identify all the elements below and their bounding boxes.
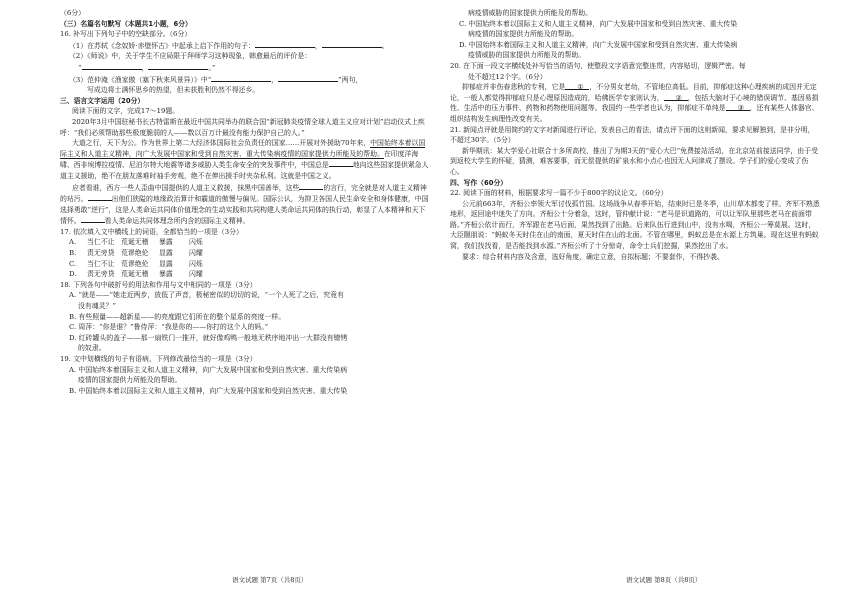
left-column [60,8,430,568]
q16-item-2-blanks: “ ， 。” [78,63,216,72]
page-footer-right: 语文试题 第8页（共8页） [626,576,702,584]
answer-blank[interactable] [299,182,323,190]
q19-option-b-cont: 病疫情威胁的国家提供力所能及的帮助。 [468,9,593,17]
q19-option-b[interactable]: B. 中国始终本着以国际主义和人道主义精神，向广大发展中国家和受到自然灾害、重大传染 [69,386,348,395]
answer-blank[interactable] [82,62,142,70]
answer-blank-1[interactable]: ① [565,82,589,90]
question-20: 20. 在下面一段文字横线处补写恰当的语句，使整段文字语意完整连贯，内容贴切，逻辑严密。每 [450,61,746,70]
q19-option-a-cont: 疫情的国家提供力所能及的帮助。 [78,376,182,385]
section-heading-language: 三、语言文字运用（20分） [60,96,145,105]
question-20-cont: 处不超过12个字。（6分） [468,72,547,81]
q19-option-d-cont: 疫情威胁的国家提供力所能及的帮助。 [468,51,586,60]
q17-option-a[interactable]: A. 当仁不让 荒诞无稽 暴露 闪烁 [69,238,203,247]
question-19: 19. 文中划横线的句子有语病，下列修改最恰当的一项是（3分） [60,355,257,363]
q19-option-c[interactable]: C. 中国始终本着以国际主义和人道主义精神，向广大发展中国家和受到自然灾害、重大传染 [459,19,738,28]
question-21: 21. 新闻点评就是用简约的文字对新闻进行评论，发表自己的看法，请点评下面的这则新闻，要求见解独到，是非分明，不超过30字。（5分） [450,125,815,145]
q18-option-b[interactable]: B. 有些照量——超新星——的亮度跟它们所在的整个星系的亮度一样。 [69,312,286,321]
passage-paragraph-3: 应者看谁，西方一些人歪曲中国提供的人道主义救援，抹黑中国善举，这些 的言行，完全就是对人道主义精神的玷污。 出他们狭隘的地缘政治算计和霸道的傲慢与偏见。国际公认，为抑卫各国人民生命安全和身体健康，中国选择勇敢“逆行”，这是人类命运共同体价值理念的生动实践和共同构建人类命运共同体的执行动，彰显了人本精神和天下情怀。 看人类命运共同体理念所内含的国际主义精神。 [60,183,429,226]
q18-option-d-cont: 的奴隶。 [78,344,106,353]
answer-blank[interactable] [81,215,105,223]
answer-blank[interactable] [148,62,208,70]
answer-blank[interactable] [322,40,382,48]
q18-option-d[interactable]: D. 红砖罐头的盖子——那一扇铁门一推开，就好像鸡鸭一般地无秩序地冲出一大群没有镣铐 [69,333,348,342]
reading-instruction: 阅读下面的文字，完成17～19题。 [72,107,180,116]
right-column [450,8,820,568]
score-note: （6分） [60,9,86,17]
answer-blank-3[interactable]: ③ [726,103,750,111]
q17-option-b[interactable]: B. 责无旁贷 荒谬绝伦 显露 闪耀 [69,249,203,258]
q20-passage: 抑郁症并非伤春悲秋的专利，它是 ① ，不分男女老幼，不管地位高低。目前，抑郁症这种心理疾病的成因并无定论，一般人都觉得抑郁症只是心理原因造成的，哈佛医学专家则认为， ② ，包括大脑对于心境的错误调节、基因易损性、生活中的压力事件、药物和药物使用问题等。我国约一些学者也认为，抑郁症不单纯是 ③ ，还有某些人体器官、组织结构发生病理性改变有关。 [450,83,819,123]
section-heading-writing: 四、写作（60分） [450,178,508,187]
question-16: 16. 补写出下列句子中的空缺部分。（6分） [60,30,192,39]
passage-paragraph-1: 2020年3月中国驻秘书长古特雷斯在最近中国共同举办的联合国“新冠肺炎疫情全球人道主义应对计划”启动仪式上疾呼：“我们必须帮助那些极度脆弱的人——数以百万计最没有能力保护自己的人。” [60,117,425,137]
q22-requirements: 要求：综合材料内容及含意，选好角度，确定立意，自拟标题；不要套作，不得抄袭。 [462,252,724,261]
answer-blank[interactable] [88,193,112,201]
underlined-sentence: 中国始终本着以国际主义和人道主义精神，向广大发展中国家和受到自然灾害、重大传染病疫情的国家提供力所能及的帮助。 [60,139,426,158]
section-heading-recitation: （三）名篇名句默写（本题共1小题，6分） [60,19,192,28]
q19-option-a[interactable]: A. 中国始终本着国际主义和人道主义精神，向广大发展中国家和受到自然灾害、重大传染病 [69,365,348,374]
question-17: 17. 依次填入文中横线上的词语，全都恰当的一项是（3分） [60,227,243,236]
q18-option-a-cont: 没有魂灵？” [78,302,116,311]
q16-item-1: （1）在苏轼《念奴娇·赤壁怀古》中起承上启下作用的句子： ， 。 [69,41,389,50]
passage-paragraph-2: 大道之行，天下为公。作为世界上第二大经济体国际社会负责任的国家……开展对外援助70年来，中国始终本着以国际主义和人道主义精神，向广大发展中国家和受到自然灾害、重大传染病疫情的国家提供力所能及的帮助。在印度洋海啸、西非埃博拉疫情、尼泊尔特大地震等诸多威胁人类生命安全的突发事件中，中国总是 地向这些国家提供紧急人道主义援助，绝不在朋友落难时袖手旁观，绝不在伸出援手时夹杂私利。这就是中国之义。 [60,139,429,180]
q18-option-c[interactable]: C. 周萍：“你是谁？”鲁侍萍：“我是你的——你打的这个人的妈。” [69,323,269,332]
q19-option-d[interactable]: D. 中国始终本着国际主义和人道主义精神，向广大发展中国家和受到自然灾害、重大传染病 [459,40,738,49]
answer-blank[interactable] [255,40,315,48]
q16-item-3-desc: 写成边将士满怀思乡的热望，但未获胜利仍然不得还乡。 [87,86,260,95]
q19-option-c-cont: 病疫情的国家提供力所能及的帮助。 [468,30,579,39]
q21-news: 新华期讯：某大学爱心社联合十多所高校，推出了为期3天的“爱心大巴”免费接站活动，在北京站前接送同学，由于受到返校大学生的怀疑，猜测，难客要事，而无偿提供的矿泉水和小点心也因无人问津成了摆设。学子们的爱心变成了伤心。 [450,146,818,176]
answer-blank[interactable] [278,74,338,82]
q22-material: 公元前663年，齐桓公率领大军讨伐孤竹国。这场战争从春季开始，结束时已是冬季，山川草木都变了样。齐军不熟悉地形，返回途中迷失了方向。齐桓公十分着急，这时，管仲献计说：“老马是识道路的，可以让军队里那些老马在前面带路。”齐桓公依计而行，齐军跟在老马后面，果然找到了出路。后来队伍行进到山中，没有水喝，齐桓公一筹莫展。这时，大臣隰朋说：“蚂蚁冬天时住在山的南面，夏天时住在山的北面。不管在哪里，蚂蚁总是在水源上方筑巢。现在这里有蚂蚁窝，我们找找看，是否能找到水源。”齐桓公听了十分惊奇，命令士兵们挖掘，果然挖出了水。 [450,199,820,251]
question-18: 18. 下列各句中破折号的用法和作用与文中相同的一项是（3分） [60,280,257,289]
question-22: 22. 阅读下面的材料，根据要求写一篇不少于800字的议论文。（60分） [450,189,668,198]
q16-item-3: （3）范仲淹《渔家傲（塞下秋来风景异）》中“ ， ”两句， [69,75,363,84]
answer-blank[interactable] [211,74,271,82]
q17-option-c[interactable]: C. 当仁不让 荒谬绝伦 显露 闪烁 [69,259,203,268]
page-footer-left: 语文试题 第7页（共8页） [232,576,308,584]
q16-item-2: （2）《师说》中，关于学生不应局限于拜师学习这种现象，韩愈最后的评价是： [69,52,312,61]
answer-blank-2[interactable]: ② [664,93,688,101]
q18-option-a[interactable]: A. “就是——”她走近两步，放低了声音，极秘密似的切切的说，“一个人死了之后，究竟有 [69,291,344,300]
answer-blank[interactable] [329,159,353,167]
q17-option-d[interactable]: D. 责无旁贷 荒诞无稽 暴露 闪耀 [69,270,203,279]
